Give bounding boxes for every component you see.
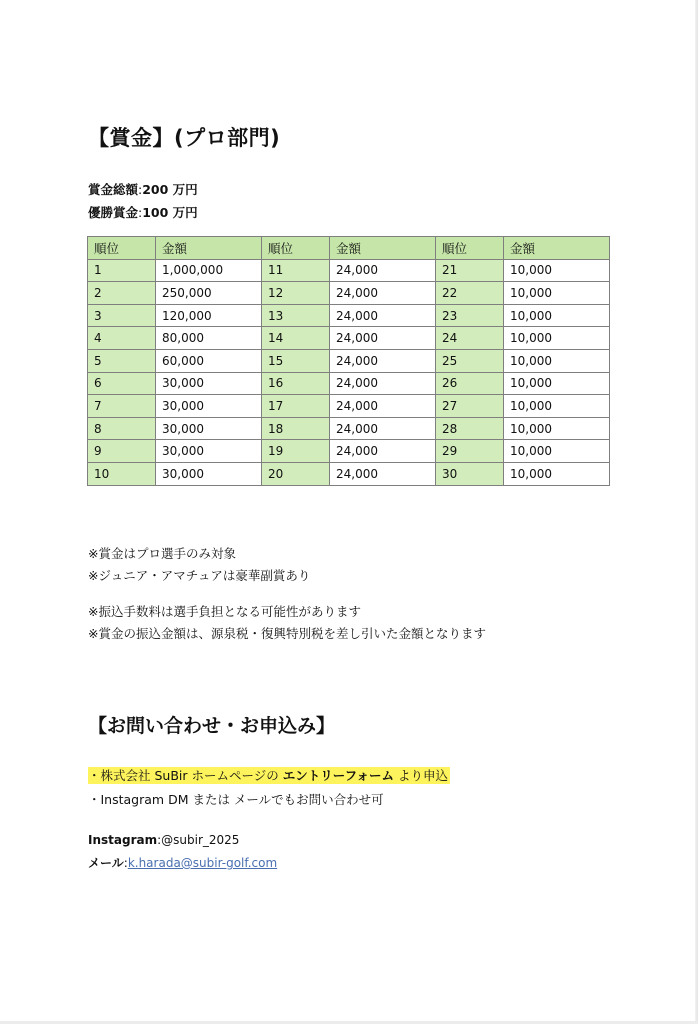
total-prize-value: 200 万円 bbox=[142, 182, 198, 197]
table-row bbox=[88, 304, 610, 327]
note-pro-only: ※賞金はプロ選手のみ対象 bbox=[88, 546, 236, 561]
table-row bbox=[88, 372, 610, 395]
total-prize-label: 賞金総額 bbox=[88, 182, 139, 197]
apply-instruction bbox=[88, 766, 450, 786]
instagram-line bbox=[88, 829, 277, 852]
rank-cell: 27 bbox=[436, 395, 504, 418]
prize-table-header-row bbox=[88, 237, 610, 260]
rank-cell: 28 bbox=[436, 417, 504, 440]
notes-spacer bbox=[88, 587, 486, 601]
amount-cell: 120,000 bbox=[156, 304, 262, 327]
amount-cell: 10,000 bbox=[504, 417, 610, 440]
rank-cell: 2 bbox=[88, 282, 156, 305]
header-amount: 金額 bbox=[504, 237, 610, 260]
amount-cell: 24,000 bbox=[330, 304, 436, 327]
apply-suffix: より申込 bbox=[393, 768, 448, 783]
amount-cell: 24,000 bbox=[330, 395, 436, 418]
amount-cell: 30,000 bbox=[156, 440, 262, 463]
note-tax-deduction: ※賞金の振込金額は、源泉税・復興特別税を差し引いた金額となります bbox=[88, 626, 486, 641]
rank-cell: 6 bbox=[88, 372, 156, 395]
prize-table bbox=[87, 236, 610, 486]
winner-prize-value: 100 万円 bbox=[142, 205, 198, 220]
rank-cell: 13 bbox=[262, 304, 330, 327]
contact-section-title: 【お問い合わせ・お申込み】 bbox=[88, 715, 336, 737]
apply-highlight bbox=[88, 767, 450, 784]
table-row bbox=[88, 462, 610, 485]
amount-cell: 24,000 bbox=[330, 259, 436, 282]
prize-summary bbox=[88, 178, 198, 224]
table-row bbox=[88, 282, 610, 305]
total-prize-separator: : bbox=[138, 182, 143, 197]
mail-address-link[interactable]: k.harada@subir-golf.com bbox=[127, 856, 278, 870]
amount-cell: 30,000 bbox=[156, 462, 262, 485]
rank-cell: 25 bbox=[436, 349, 504, 372]
amount-cell: 24,000 bbox=[330, 440, 436, 463]
rank-cell: 24 bbox=[436, 327, 504, 350]
contact-details bbox=[88, 829, 277, 875]
rank-cell: 23 bbox=[436, 304, 504, 327]
amount-cell: 10,000 bbox=[504, 304, 610, 327]
amount-cell: 24,000 bbox=[330, 372, 436, 395]
winner-prize-label: 優勝賞金 bbox=[88, 205, 139, 220]
header-amount: 金額 bbox=[156, 237, 262, 260]
rank-cell: 16 bbox=[262, 372, 330, 395]
header-amount: 金額 bbox=[330, 237, 436, 260]
total-prize-line bbox=[88, 178, 198, 201]
rank-cell: 12 bbox=[262, 282, 330, 305]
amount-cell: 24,000 bbox=[330, 282, 436, 305]
amount-cell: 30,000 bbox=[156, 372, 262, 395]
mail-line bbox=[88, 852, 277, 875]
note-junior-amateur: ※ジュニア・アマチュアは豪華副賞あり bbox=[88, 568, 311, 583]
rank-cell: 29 bbox=[436, 440, 504, 463]
amount-cell: 10,000 bbox=[504, 395, 610, 418]
amount-cell: 24,000 bbox=[330, 349, 436, 372]
mail-label: メール bbox=[88, 856, 124, 870]
prize-notes bbox=[88, 543, 486, 645]
table-row bbox=[88, 395, 610, 418]
amount-cell: 250,000 bbox=[156, 282, 262, 305]
amount-cell: 10,000 bbox=[504, 349, 610, 372]
table-row bbox=[88, 417, 610, 440]
rank-cell: 20 bbox=[262, 462, 330, 485]
amount-cell: 24,000 bbox=[330, 417, 436, 440]
amount-cell: 24,000 bbox=[330, 462, 436, 485]
rank-cell: 30 bbox=[436, 462, 504, 485]
rank-cell: 9 bbox=[88, 440, 156, 463]
header-rank: 順位 bbox=[88, 237, 156, 260]
dm-instruction: ・Instagram DM または メールでもお問い合わせ可 bbox=[88, 792, 384, 807]
amount-cell: 10,000 bbox=[504, 327, 610, 350]
header-rank: 順位 bbox=[436, 237, 504, 260]
rank-cell: 19 bbox=[262, 440, 330, 463]
amount-cell: 30,000 bbox=[156, 417, 262, 440]
header-rank: 順位 bbox=[262, 237, 330, 260]
table-row bbox=[88, 259, 610, 282]
amount-cell: 80,000 bbox=[156, 327, 262, 350]
amount-cell: 10,000 bbox=[504, 282, 610, 305]
amount-cell: 10,000 bbox=[504, 462, 610, 485]
amount-cell: 10,000 bbox=[504, 259, 610, 282]
table-row bbox=[88, 327, 610, 350]
rank-cell: 22 bbox=[436, 282, 504, 305]
rank-cell: 3 bbox=[88, 304, 156, 327]
amount-cell: 1,000,000 bbox=[156, 259, 262, 282]
rank-cell: 18 bbox=[262, 417, 330, 440]
amount-cell: 60,000 bbox=[156, 349, 262, 372]
entry-form-link: エントリーフォーム bbox=[282, 768, 394, 783]
rank-cell: 8 bbox=[88, 417, 156, 440]
rank-cell: 4 bbox=[88, 327, 156, 350]
table-row bbox=[88, 349, 610, 372]
rank-cell: 1 bbox=[88, 259, 156, 282]
apply-prefix: ・株式会社 SuBir ホームページの bbox=[88, 768, 283, 783]
instagram-separator: : bbox=[157, 833, 162, 847]
rank-cell: 7 bbox=[88, 395, 156, 418]
rank-cell: 10 bbox=[88, 462, 156, 485]
instagram-label: Instagram bbox=[88, 833, 158, 847]
mail-separator: : bbox=[123, 856, 128, 870]
rank-cell: 5 bbox=[88, 349, 156, 372]
rank-cell: 26 bbox=[436, 372, 504, 395]
amount-cell: 24,000 bbox=[330, 327, 436, 350]
rank-cell: 21 bbox=[436, 259, 504, 282]
rank-cell: 14 bbox=[262, 327, 330, 350]
amount-cell: 10,000 bbox=[504, 440, 610, 463]
table-row bbox=[88, 440, 610, 463]
rank-cell: 15 bbox=[262, 349, 330, 372]
winner-prize-separator: : bbox=[138, 205, 143, 220]
amount-cell: 30,000 bbox=[156, 395, 262, 418]
instagram-handle: @subir_2025 bbox=[161, 833, 240, 847]
rank-cell: 11 bbox=[262, 259, 330, 282]
winner-prize-line bbox=[88, 201, 198, 224]
amount-cell: 10,000 bbox=[504, 372, 610, 395]
rank-cell: 17 bbox=[262, 395, 330, 418]
prize-section-title: 【賞金】(プロ部門) bbox=[88, 126, 281, 150]
note-transfer-fee: ※振込手数料は選手負担となる可能性があります bbox=[88, 604, 361, 619]
